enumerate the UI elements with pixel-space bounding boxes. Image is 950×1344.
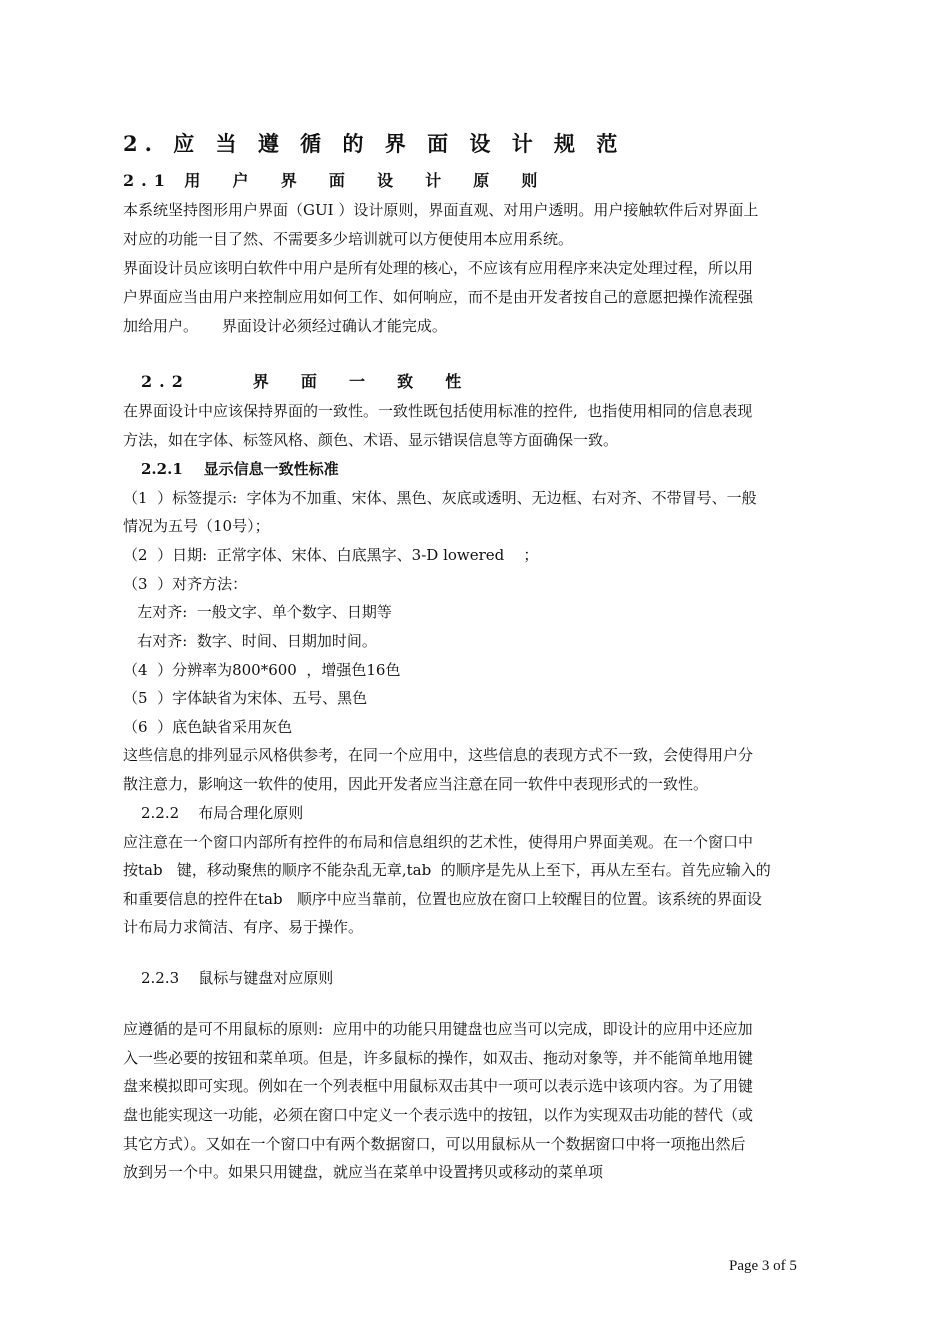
paragraph-line: 加给用户。 界面设计必须经过确认才能完成。 — [123, 317, 447, 335]
paragraph-line: 散注意力，影响这一软件的使用，因此开发者应当注意在同一软件中表现形式的一致性。 — [123, 775, 709, 793]
paragraph-line: 其它方式）。又如在一个窗口中有两个数据窗口，可以用鼠标从一个数据窗口中将一项拖出然后 — [123, 1135, 746, 1153]
list-item: （3 ）对齐方法： — [123, 575, 248, 593]
subsection-title-2-1: 2.1 用 户 界 面 设 计 原 则 — [123, 171, 545, 190]
paragraph-line: 应注意在一个窗口内部所有控件的布局和信息组织的艺术性，使得用户界面美观。在一个窗口中 — [123, 833, 754, 851]
subsection-title-2-2-2: 2.2.2 布局合理化原则 — [141, 804, 304, 822]
paragraph-line: 按tab 键，移动聚焦的顺序不能杂乱无章,tab 的顺序是先从上至下，再从左至右。首先应输入的 — [123, 861, 771, 879]
subsection-title-2-2: 2.2 界 面 一 致 性 — [141, 372, 469, 391]
paragraph-line: 方法，如在字体、标签风格、颜色、术语、显示错误信息等方面确保一致。 — [123, 431, 619, 449]
paragraph-line: 放到另一个中。如果只用键盘，就应当在菜单中设置拷贝或移动的菜单项 — [123, 1163, 604, 1181]
list-item: （4 ）分辨率为800*600 ，增强色16色 — [123, 661, 401, 679]
list-item: （1 ）标签提示: 字体为不加重、宋体、黑色、灰底或透明、无边框、右对齐、不带冒号、一般 — [123, 489, 757, 507]
paragraph-line: 盘也能实现这一功能，必须在窗口中定义一个表示选中的按钮，以作为实现双击功能的替代（或 — [123, 1106, 754, 1124]
paragraph-line: 户界面应当由用户来控制应用如何工作、如何响应，而不是由开发者按自己的意愿把操作流程强 — [123, 288, 754, 306]
paragraph-line: 应遵循的是可不用鼠标的原则: 应用中的功能只用键盘也应当可以完成，即设计的应用中还应加 — [123, 1020, 753, 1038]
subsection-title-2-2-3: 2.2.3 鼠标与键盘对应原则 — [141, 969, 334, 987]
paragraph-line: 对应的功能一目了然、不需要多少培训就可以方便使用本应用系统。 — [123, 230, 574, 248]
list-item: 右对齐: 数字、时间、日期加时间。 — [123, 632, 377, 650]
paragraph-line: 界面设计员应该明白软件中用户是所有处理的核心，不应该有应用程序来决定处理过程，所以用 — [123, 259, 754, 277]
paragraph-line: 在界面设计中应该保持界面的一致性。一致性既包括使用标准的控件, 也指使用相同的信息表现 — [123, 402, 753, 420]
paragraph-line: 和重要信息的控件在tab 顺序中应当靠前，位置也应放在窗口上较醒目的位置。该系统的界面设 — [123, 890, 762, 908]
paragraph-line: 计布局力求简洁、有序、易于操作。 — [123, 918, 364, 936]
paragraph-line: 盘来模拟即可实现。例如在一个列表框中用鼠标双击其中一项可以表示选中该项内容。为了用键 — [123, 1077, 754, 1095]
section-heading: 2. 应 当 遵 循 的 界 面 设 计 规 范 — [123, 131, 625, 156]
paragraph-line: 本系统坚持图形用户界面（GUI ）设计原则，界面直观、对用户透明。用户接触软件后对界面上 — [123, 201, 759, 219]
list-item: 情况为五号（10号）； — [123, 517, 270, 535]
list-item: 左对齐: 一般文字、单个数字、日期等 — [123, 603, 392, 621]
page-number: Page 3 of 5 — [729, 1258, 797, 1274]
paragraph-line: 入一些必要的按钮和菜单项。但是，许多鼠标的操作，如双击、拖动对象等，并不能简单地用键 — [123, 1049, 754, 1067]
subsection-title-2-2-1: 2.2.1 显示信息一致性标准 — [141, 460, 339, 478]
list-item: （2 ）日期: 正常字体、宋体、白底黑字、3-D lowered ； — [123, 546, 539, 564]
list-item: （5 ）字体缺省为宋体、五号、黑色 — [123, 689, 368, 707]
paragraph-line: 这些信息的排列显示风格供参考，在同一个应用中，这些信息的表现方式不一致，会使得用户分 — [123, 746, 754, 764]
list-item: （6 ）底色缺省采用灰色 — [123, 718, 293, 736]
